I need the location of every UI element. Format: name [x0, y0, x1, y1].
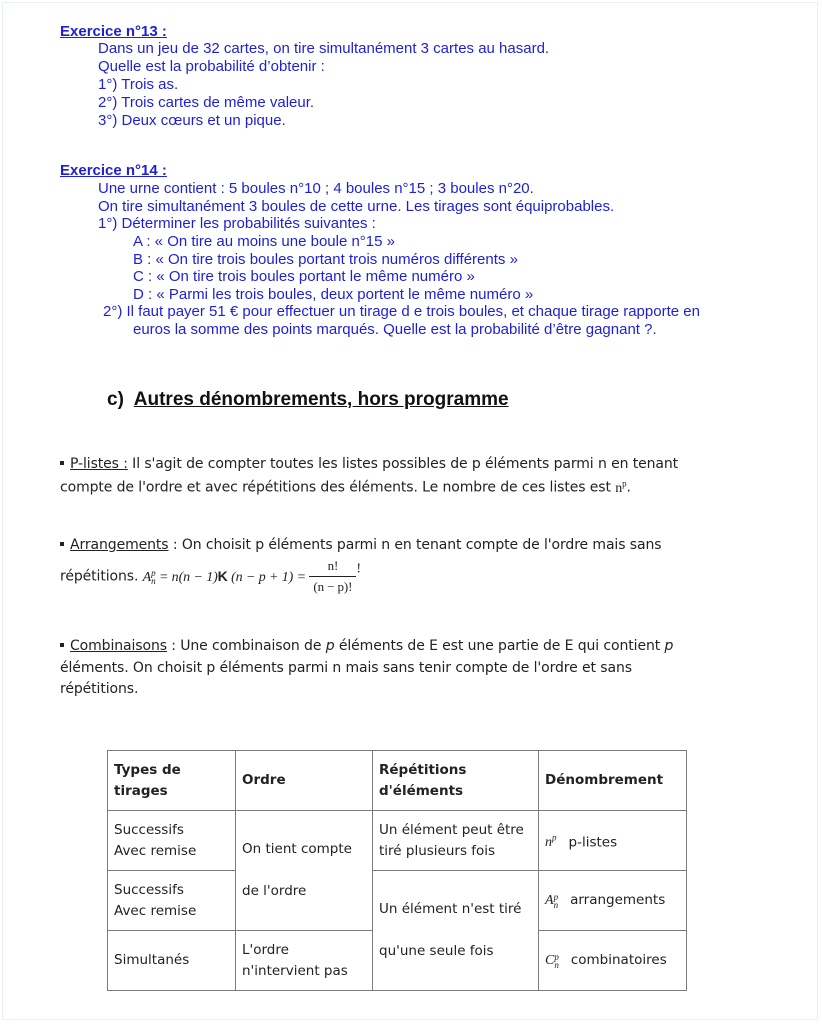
formula-sup: p [151, 568, 156, 579]
formula-tail: (n − p + 1) = [231, 569, 306, 585]
exercise-14-event-d: D : « Parmi les trois boules, deux portent le même numéro » [133, 286, 534, 303]
arrangements-term: Arrangements [70, 537, 169, 553]
exercise-14-line: Une urne contient : 5 boules n°10 ; 4 boules n°15 ; 3 boules n°20. [98, 180, 534, 197]
formula-exponent: p [622, 478, 627, 488]
exercise-13-line: Quelle est la probabilité d’obtenir : [98, 58, 325, 75]
header-ordre: Ordre [236, 751, 373, 811]
punct: . [626, 479, 631, 496]
combinaisons-paragraph-line2: éléments. On choisit p éléments parmi n mais sans tenir compte de l'ordre et sans [60, 660, 632, 676]
exercise-14-question-2-cont: euros la somme des points marqués. Quelle est la probabilité d’être gagnant ?. [133, 321, 657, 338]
symbol-sub: n [553, 899, 559, 910]
cell-text: tiré plusieurs fois [379, 842, 496, 859]
arrangements-formula [142, 567, 310, 587]
combinaisons-term: Combinaisons [70, 638, 167, 654]
header-types [108, 751, 236, 811]
cell-denombrement [539, 931, 687, 991]
exercise-14-line: On tire simultanément 3 boules de cette urne. Les tirages sont équiprobables. [98, 198, 615, 215]
exercise-13-item: 3°) Deux cœurs et un pique. [98, 112, 286, 129]
cell-ordre [236, 931, 373, 991]
var-p: p [325, 638, 335, 654]
plistes-text: compte de l'ordre et avec répétitions des éléments. Le nombre de ces listes est [60, 479, 616, 496]
cell-repetitions [373, 811, 539, 871]
header-text: d'éléments [379, 782, 464, 799]
combinaisons-text: : Une combinaison de [166, 638, 326, 654]
plistes-text: Il s'agit de compter toutes les listes possibles de p éléments parmi n en tenant [127, 456, 679, 472]
cell-text: combinatoires [570, 952, 667, 968]
symbol-indices [554, 893, 559, 909]
exercise-14-event-c: C : « On tire trois boules portant le même numéro » [133, 268, 475, 285]
cell-text: de l'ordre [242, 883, 307, 899]
header-text: tirages [114, 782, 168, 799]
cell-type [108, 871, 236, 931]
plistes-paragraph-line2 [60, 478, 631, 497]
cell-text: Avec remise [114, 902, 197, 919]
cell-ordre-merged [236, 811, 373, 931]
plistes-formula [615, 478, 627, 496]
formula-indices [151, 569, 155, 585]
formula-product: = n(n − 1) [158, 569, 218, 585]
table-header-row [108, 751, 687, 811]
cell-text: L'ordre [242, 941, 289, 958]
exercise-14-event-a: A : « On tire au moins une boule n°15 » [133, 233, 396, 250]
plistes-paragraph-line1 [60, 456, 678, 472]
arrangements-text: : On choisit p éléments parmi n en tenant compte de l'ordre mais sans [168, 537, 662, 553]
exercise-14-question-2: 2°) Il faut payer 51 € pour effectuer un tirage d e trois boules, et chaque tirage rapporte en [103, 303, 700, 320]
formula-symbol [545, 893, 558, 908]
fraction-numerator: n! [309, 556, 356, 577]
cell-denombrement [539, 871, 687, 931]
bullet-icon [60, 542, 64, 546]
cell-text: n'intervient pas [242, 962, 348, 979]
exercise-13-item: 1°) Trois as. [98, 76, 179, 93]
arrangements-paragraph-line1 [60, 537, 661, 553]
cell-repetitions-merged [373, 871, 539, 991]
symbol-sub: n [554, 959, 559, 970]
bullet-icon [60, 461, 64, 465]
combinaisons-text: éléments de E est une partie de E qui contient [334, 638, 665, 654]
symbol-sup: p [554, 951, 559, 962]
plistes-term: P-listes : [70, 456, 128, 472]
cell-text: Successifs [114, 881, 184, 898]
exercise-13-item: 2°) Trois cartes de même valeur. [98, 94, 315, 111]
cell-denombrement [539, 811, 687, 871]
table-row [108, 871, 687, 931]
exercise-13-title: Exercice n°13 : [60, 23, 167, 40]
symbol-base: C [545, 953, 555, 968]
arrangements-text: répétitions. [60, 568, 139, 585]
var-p: p [664, 638, 674, 654]
cell-text: Un élément n'est tiré [379, 901, 522, 917]
section-heading [107, 389, 509, 411]
formula-symbol [545, 832, 557, 851]
cell-text: arrangements [570, 892, 666, 908]
header-text: Types de [114, 761, 181, 778]
formula-symbol [545, 953, 559, 968]
formula-trailing: ! [356, 561, 361, 577]
cell-text: Avec remise [114, 842, 197, 859]
combinaisons-paragraph-line3: répétitions. [60, 681, 139, 697]
fraction-denominator: (n − p)! [313, 579, 353, 594]
cell-text: Un élément peut être [379, 821, 524, 838]
exercise-14-event-b: B : « On tire trois boules portant trois numéros différents » [133, 251, 518, 268]
formula-ellipsis: K [217, 567, 228, 584]
exercise-13-line: Dans un jeu de 32 cartes, on tire simultanément 3 cartes au hasard. [98, 40, 550, 57]
cell-type: Simultanés [108, 931, 236, 991]
symbol-indices [554, 953, 559, 969]
formula-base: n [615, 480, 623, 496]
summary-table [107, 750, 687, 991]
cell-text: Successifs [114, 821, 184, 838]
header-denombrement: Dénombrement [539, 751, 687, 811]
symbol-sup: p [552, 832, 557, 843]
exercise-14-title: Exercice n°14 : [60, 162, 167, 179]
cell-text: qu'une seule fois [379, 943, 494, 959]
combinaisons-paragraph-line1 [60, 638, 673, 654]
table-row [108, 811, 687, 871]
cell-text: On tient compte [242, 841, 352, 857]
arrangements-fraction [309, 556, 356, 597]
symbol-sup: p [553, 891, 559, 902]
section-title: Autres dénombrements, hors programme [133, 389, 509, 410]
header-text: Répétitions [379, 761, 467, 778]
arrangements-paragraph-line2 [60, 556, 361, 597]
exercise-14-question-1: 1°) Déterminer les probabilités suivantes : [98, 215, 376, 232]
cell-text: p-listes [568, 834, 618, 851]
symbol-base: A [545, 893, 554, 908]
symbol-base: n [545, 835, 552, 851]
formula-sub: n [151, 576, 156, 587]
section-label: c) [107, 389, 124, 410]
cell-type [108, 811, 236, 871]
formula-A: A [142, 569, 152, 585]
bullet-icon [60, 643, 64, 647]
header-repetitions [373, 751, 539, 811]
